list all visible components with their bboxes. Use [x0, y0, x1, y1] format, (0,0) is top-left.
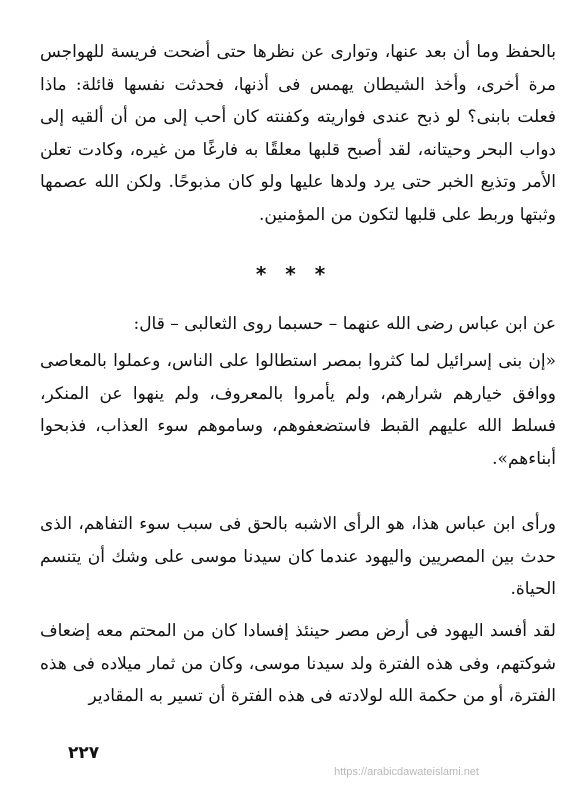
paragraph-mother-of-moses: بالحفظ وما أن بعد عنها، وتوارى عن نظرها حتى أضحت فريسة للهواجس مرة أخرى، وأخذ الشيطان يهمس فى أذنها، فحدثت نفسها قائلة: ماذا فعلت بابنى؟ لو ذبح عندى فواريته وكفنته كان أحب إلى من أن ألقيه إلى دواب البحر وحيتانه، لقد أصبح قلبها معلقًا به فارغًا من غيره، وكادت تعلن الأمر وتذيع الخبر حتى يرد ولدها عليها ولو كان مذبوحًا. ولكن الله عصمها وثبتها وربط على قلبها لتكون من المؤمنين.: [40, 42, 556, 225]
watermark-url: https://arabicdawateislami.net: [334, 766, 479, 778]
paragraph-ibn-abbas-opinion: ورأى ابن عباس هذا، هو الرأى الاشبه بالحق فى سبب سوء التفاهم، الذى حدث بين المصريين واليهود عندما كان سيدنا موسى على وشك أن يتنسم الحياة.: [40, 514, 556, 599]
page-number: ٢٢٧: [68, 743, 100, 763]
paragraph-ibn-abbas-intro: عن ابن عباس رضى الله عنهما – حسبما روى الثعالبى – قال:: [133, 314, 556, 334]
paragraph-jews-in-egypt: لقد أفسد اليهود فى أرض مصر حينئذ إفسادا كان من المحتم معه إضعاف شوكتهم، وفى هذه الفترة ولد سيدنا موسى، وكان من ثمار ميلاده فى هذه الفترة، أو من حكمة الله لولادته فى هذه الفترة أن تسير به المقادير: [40, 621, 556, 706]
section-separator: * * *: [255, 262, 332, 286]
paragraph-quotation: «إن بنى إسرائيل لما كثروا بمصر استطالوا على الناس، وعملوا بالمعاصى ووافق خيارهم شرارهم، ولم يأمروا بالمعروف، ولم ينهوا عن المنكر، فسلط الله عليهم القبط فاستضعفوهم، وساموهم سوء العذاب، فذبحوا أبناءهم».: [40, 351, 556, 469]
